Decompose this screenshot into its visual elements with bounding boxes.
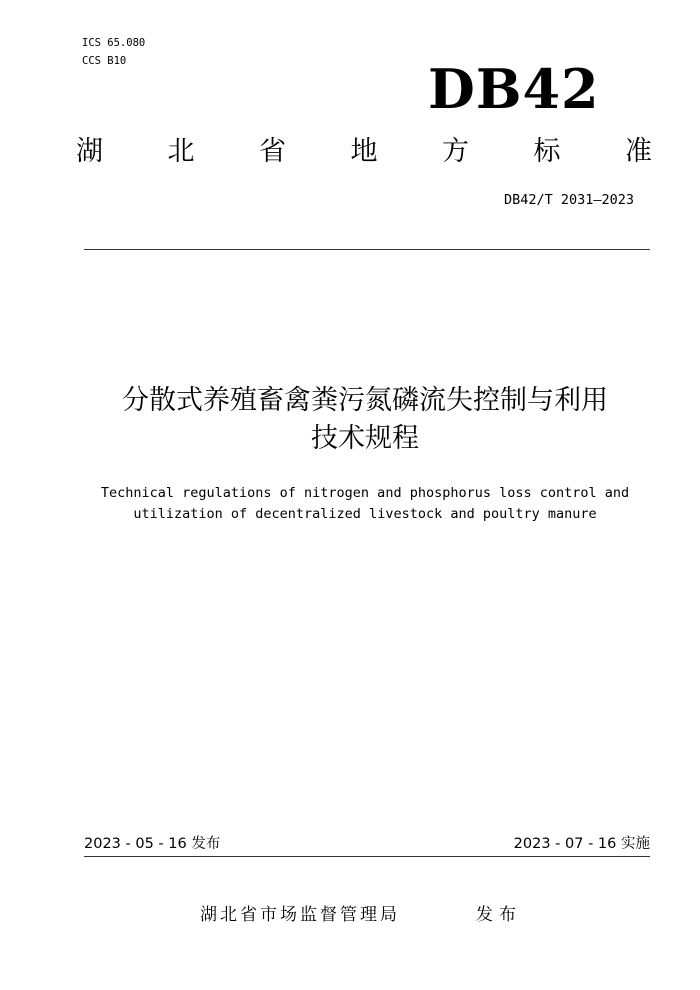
chinese-title-line: 技术规程 — [311, 423, 419, 454]
standard-type-char: 湖 — [76, 136, 103, 167]
standard-type-char: 准 — [625, 136, 652, 167]
standard-type-char: 方 — [442, 136, 469, 167]
chinese-title — [70, 382, 660, 458]
ics-code: ICS 65.080 — [82, 37, 146, 49]
publish-label: 发布 — [476, 905, 522, 925]
issue-date: 2023 - 05 - 16 发布 — [84, 836, 221, 852]
classification-codes — [82, 34, 145, 70]
standard-type-heading — [76, 132, 652, 172]
ccs-code: CCS B10 — [82, 55, 127, 67]
implementation-date: 2023 - 07 - 16 实施 — [513, 836, 650, 852]
english-title-line: Technical regulations of nitrogen and phosphorus loss control and — [100, 485, 630, 501]
standard-number: DB42/T 2031—2023 — [503, 192, 634, 208]
bottom-divider — [84, 856, 650, 857]
english-title — [70, 483, 660, 525]
top-divider — [84, 249, 650, 250]
standard-type-char: 北 — [167, 136, 195, 167]
publisher-name: 湖北省市场监督管理局 — [200, 905, 400, 925]
db42-logo: DB42 — [428, 57, 600, 121]
english-title-line: utilization of decentralized livestock and poultry manure — [133, 506, 597, 522]
standard-type-char: 地 — [350, 136, 378, 167]
chinese-title-line: 分散式养殖畜禽粪污氮磷流失控制与利用 — [122, 385, 608, 416]
standard-type-char: 标 — [533, 136, 561, 167]
standard-type-char: 省 — [259, 136, 286, 167]
